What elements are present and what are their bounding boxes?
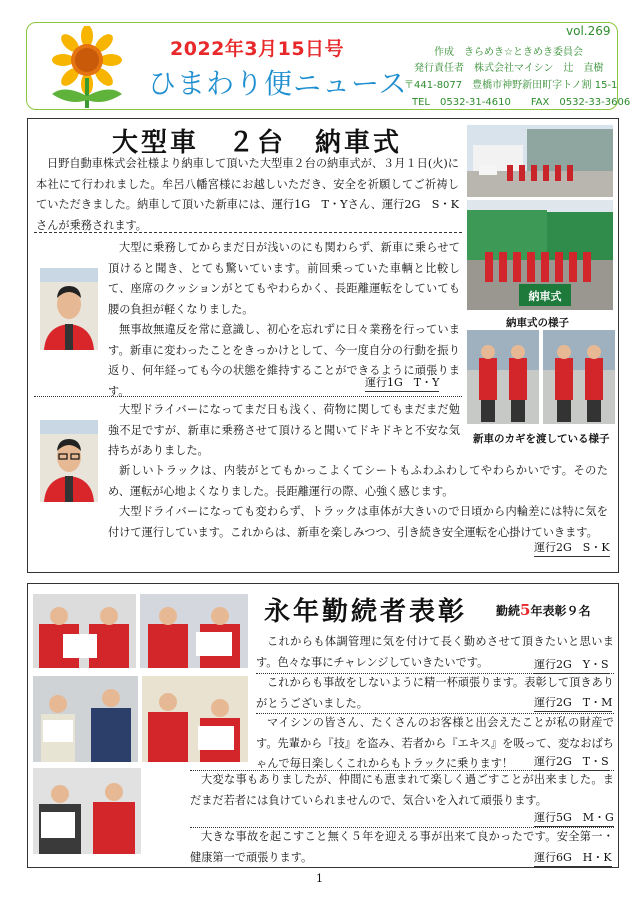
award-comment-1: これからも体調管理に気を付けて長く勤めさせて頂きたいと思います。色々な事にチャレンジしていきたいです。: [256, 635, 614, 669]
page-number: 1: [316, 872, 323, 885]
publisher-line: 発行責任者 株式会社マイシン 辻 直樹: [414, 63, 604, 74]
key-handover-photo-1: [467, 330, 539, 424]
section1-headline: 大型車 ２台 納車式: [112, 128, 403, 158]
award-comment-3: マイシンの皆さん、たくさんのお客様と出会えたことが私の財産です。先輩から『技』を盗み、若者から『エキス』を吸って、変なおばちゃんで毎日楽しくこれからもトラックに乗ります！: [256, 716, 614, 770]
award-sig-5: 運行6G H・K: [534, 849, 612, 867]
award-sig-3: 運行2G T・S: [534, 753, 609, 771]
dotted-divider: [34, 396, 462, 397]
ceremony-photo-2: [467, 200, 613, 310]
ceremony-sign-text: 納車式: [528, 290, 562, 303]
sunflower-logo: [44, 26, 130, 110]
award-comment-5: 大きな事故を起こすこと無く５年を迎える事が出来て良かったです。安全第一・健康第一で頑張ります。: [190, 830, 614, 864]
caption-key-handover: 新車のカギを渡している様子: [473, 433, 610, 445]
award-comment-4: 大変な事もありましたが、仲間にも恵まれて楽しく過ごすことが出来ました。まだまだ若者には負けていられませんので、気合いを入れて頑張ります。: [190, 773, 614, 807]
section1-intro: 日野自動車株式会社様より納車して頂いた大型車２台の納車式が、３月１日(火)に本社にて行われました。牟呂八幡宮様にお越しいただき、安全を祈願してご祈祷していただきました。納車して頂いた新車には、運行1G T・Yさん、運行2G S・Kさんが乗務されます。: [36, 157, 459, 232]
award-photo-1: [33, 594, 136, 668]
contact-line: TEL 0532-31-4610 FAX 0532-33-3606: [412, 97, 631, 108]
section2-headline: 永年勤続者表彰: [264, 597, 468, 627]
driver-photo-sk: [40, 420, 98, 502]
key-handover-photo-2: [543, 330, 615, 424]
comment1-signature: 運行1G T・Y: [365, 374, 439, 392]
section2-subheading: [496, 601, 590, 619]
comment2-signature: 運行2G S・K: [534, 539, 610, 557]
comment2-para2: 新しいトラックは、内装がとてもかっこよくてシートもふわふわしてやわらかいです。そのため、運転が心地よくなりました。長距離運行の際、心強く感じます。: [108, 464, 608, 498]
comment2-para3: 大型ドライバーになっても変わらず、トラックは車体が大きいので日頃から内輪差には特に気を付けて運行しています。これからは、新車を楽しみつつ、引き続き安全運転を心掛けていきます。: [108, 505, 608, 539]
comment1-para2: 無事故無違反を常に意識し、初心を忘れずに日々業務を行っています。新車に変わったことをきっかけとして、今一度自分の行動を振り返り、何年経っても今の状態を維持することができるように頑張ります。: [108, 323, 460, 398]
caption-ceremony: 納車式の様子: [506, 317, 569, 329]
award-sig-2: 運行2G T・M: [534, 694, 612, 712]
sub-prefix: 勤続: [496, 604, 521, 618]
award-photo-3: [33, 676, 138, 762]
newsletter-title: ひまわり便ニュース: [148, 67, 408, 100]
creator-line: 作成 きらめき☆ときめき委員会: [434, 47, 583, 58]
award-sig-1: 運行2G Y・S: [534, 656, 609, 674]
volume-number: vol.269: [566, 24, 611, 38]
comment1-para1: 大型に乗務してからまだ日が浅いのにも関わらず、新車に乗らせて頂けると聞き、とても驚いています。前回乗っていた車輌と比較して、座席のクッションがとてもやわらかく、長距離運転をしていても腰の負担が軽くなりました。: [108, 241, 460, 316]
award-sig-4: 運行5G M・G: [534, 809, 614, 827]
address-line: 〒441-8077 豊橋市神野新田町字トノ割 15-1: [404, 80, 618, 91]
award-photo-5: [33, 768, 141, 854]
sub-years: 5: [520, 601, 531, 619]
award-photo-4: [142, 676, 248, 762]
issue-date: 2022年3月15日号: [170, 38, 345, 60]
dashed-divider: [34, 232, 462, 233]
award-photo-2: [140, 594, 248, 668]
comment2-para1: 大型ドライバーになってまだ日も浅く、荷物に関してもまだまだ勉強不足ですが、新車に乗務させて頂けると聞いてドキドキと不安な気持ちがありました。: [108, 403, 460, 457]
award-comment-2: これからも事故をしないように精一杯頑張ります。表彰して頂きありがとうございました。: [256, 676, 614, 710]
ceremony-photo-1: [467, 125, 613, 197]
sub-suffix: 年表彰９名: [530, 604, 591, 618]
driver-photo-ty: [40, 268, 98, 350]
